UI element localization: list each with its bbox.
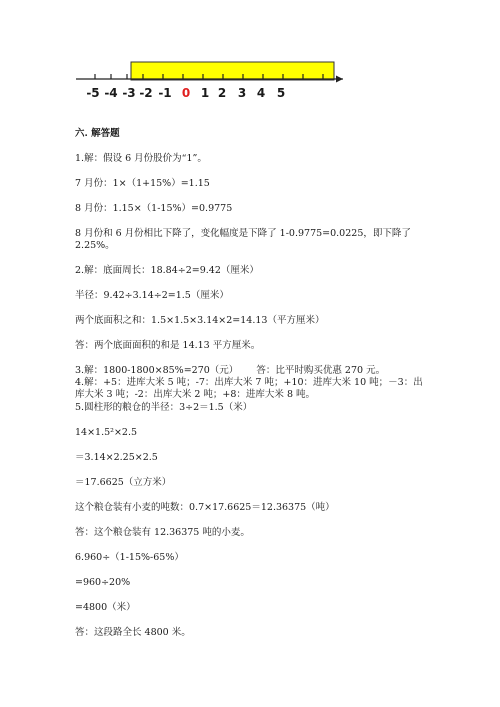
solution-2-radius: 半径：9.42÷3.14÷2=1.5（厘米）: [75, 290, 229, 301]
number-line-label: 0: [181, 86, 191, 100]
number-line-label: -1: [158, 86, 172, 100]
number-line-label: 4: [256, 86, 266, 100]
solution-5-step-2: ＝3.14×2.25×2.5: [75, 452, 158, 463]
solution-2-base-area: 两个底面积之和：1.5×1.5×3.14×2=14.13（平方厘米）: [75, 315, 325, 326]
number-line-label: 5: [276, 86, 286, 100]
solution-6-step-3: =4800（米）: [75, 602, 136, 613]
solution-1-conclusion: 8 月份和 6 月份相比下降了，变化幅度是下降了 1-0.9775=0.0225，即下降了 2.25%。: [75, 228, 411, 251]
number-line-label: 3: [237, 86, 247, 100]
solution-2-circumference: 2.解：底面周长：18.84÷2=9.42（厘米）: [75, 265, 259, 276]
arrow-head-icon: [336, 76, 343, 83]
number-line-label: -3: [122, 86, 136, 100]
solution-6-step-1: 6.960÷（1-15%-65%）: [75, 552, 184, 563]
number-line-label: -5: [86, 86, 100, 100]
solution-1-august: 8 月份：1.15×（1-15%）=0.9775: [75, 203, 233, 214]
number-line-label: -4: [104, 86, 118, 100]
solution-1-july: 7 月份：1×（1+15%）=1.15: [75, 178, 210, 189]
number-line-label: 1: [200, 86, 210, 100]
solution-5-step-1: 14×1.5²×2.5: [75, 427, 138, 438]
number-line-label: -2: [139, 86, 153, 100]
section-title: 六. 解答题: [75, 128, 120, 139]
solution-6-step-2: =960÷20%: [75, 577, 131, 588]
solution-2-answer: 答：两个底面面积的和是 14.13 平方厘米。: [75, 340, 261, 351]
number-line-figure: [0, 0, 500, 110]
solution-6-answer: 答：这段路全长 4800 米。: [75, 627, 191, 638]
solution-4: 4.解：+5：进库大米 5 吨；-7：出库大米 7 吨；+10：进库大米 10 吨；－3：出库大米 3 吨；-2：出库大米 2 吨；+8：进库大米 8 吨。: [75, 377, 423, 400]
solution-5-answer: 答：这个粮仓装有 12.36375 吨的小麦。: [75, 527, 250, 538]
solution-1-assumption: 1.解：假设 6 月份股价为“1”。: [75, 153, 207, 164]
solution-5-tons: 这个粮仓装有小麦的吨数：0.7×17.6625＝12.36375（吨）: [75, 502, 335, 513]
solution-5-radius: 5.圆柱形的粮仓的半径：3÷2＝1.5（米）: [75, 402, 253, 413]
number-line-label: 2: [217, 86, 227, 100]
solution-5-step-3: ＝17.6625（立方米）: [75, 477, 172, 488]
solution-3: 3.解：1800-1800×85%=270（元） 答：比平时购买优惠 270 元。: [75, 365, 386, 376]
